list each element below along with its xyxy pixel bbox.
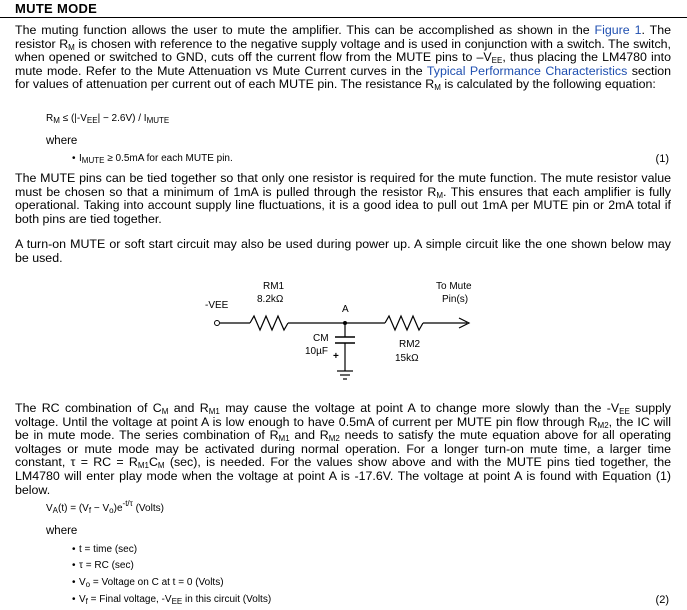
rm1-resistor — [250, 316, 288, 330]
figure-1-link[interactable]: Figure 1 — [594, 23, 642, 37]
p4-sub-h: M — [157, 461, 165, 471]
bullet-dot: • — [72, 594, 76, 605]
bullet-dot: • — [72, 577, 76, 588]
p1-text-f: is calculated by the following equation: — [440, 77, 656, 92]
pins-label: Pin(s) — [442, 294, 469, 305]
p1-sub-c: EE — [491, 56, 503, 66]
section-title: MUTE MODE — [15, 1, 98, 16]
section-header — [0, 0, 687, 18]
p4-sub-d: M2 — [597, 420, 609, 430]
bullet-vo: $V_o$ = Voltage on C at t = 0 (Volts) — [79, 577, 224, 589]
paragraph-rc-combination — [15, 402, 671, 497]
mute-current-condition: $I_{MUTE} \ge 0.5mA$ for each MUTE pin. — [79, 153, 233, 165]
p2-text-a: The MUTE pins can be tied together so that only one resistor is required for the mute function. The mute resistor value must be chosen so that a minimum of 1mA is pulled through the resistor R — [15, 171, 671, 199]
bullet-dot: • — [72, 153, 76, 164]
bullet-dot: • — [72, 560, 76, 571]
p4-sub-c: EE — [619, 407, 630, 416]
paragraph-intro — [15, 24, 671, 92]
p2-sub: M — [436, 190, 443, 200]
p4-text-c: may cause the voltage at point A to change more slowly than the -V — [219, 401, 620, 415]
cm-label: CM — [313, 333, 329, 344]
p1-text-c: is chosen with reference to the negative supply voltage and is used in conjunction with a switch. The switch, when opened or switched to GND, cuts off the current flow from the MUTE pins to –V — [15, 36, 671, 65]
p4-text-b: and R — [168, 401, 209, 415]
rm1-label: RM1 — [263, 281, 285, 292]
to-mute-label: To Mute — [436, 281, 472, 292]
p4-sub-e: M1 — [278, 434, 290, 444]
cap-plus: + — [333, 351, 339, 362]
p1-sub-b: M — [68, 42, 75, 52]
paragraph-soft-start: A turn-on MUTE or soft start circuit may also be used during power up. A simple circuit like the one shown below may be used. — [15, 237, 671, 265]
p4-text-h: C — [148, 455, 158, 470]
bullet-time: t = time (sec) — [79, 544, 138, 555]
where-label-1: where — [46, 135, 78, 147]
p1-text-b: . The resistor R — [15, 23, 671, 51]
p4-sub-a: M — [161, 407, 169, 416]
mute-resistor-equation: $R_M \le (|-V_{EE}| - 2.6V) / I_{MUTE}$ — [46, 113, 170, 125]
rm2-value: 15kΩ — [395, 353, 419, 364]
p4-sub-g: M1 — [137, 461, 149, 471]
equation-number-1: (1) — [655, 153, 669, 165]
bullet-tau: τ = RC (sec) — [79, 560, 134, 571]
p4-text-g: needs to satisfy the mute equation above for all operating voltages or mute mode may be activated during normal operation. For a longer turn-on mute time, a larger time constant, τ = RC = R — [15, 428, 671, 470]
p2-text-b: . This ensures that each amplifier is fully operational. Taking into account supply line fluctuations, it is a good idea to pull out 1mA per MUTE pin or 2mA total if both pins are tied together. — [15, 184, 671, 226]
p4-text-i: (sec), is needed. For the values show above and with the MUTE pins tied together, the LM4780 will enter play mode when the voltage at point A is -17.6V. The voltage at point A is found with Equation (1) below. — [15, 455, 671, 497]
bullet-dot: • — [72, 544, 76, 555]
cm-value: 10µF — [305, 346, 328, 357]
node-a-label: A — [342, 304, 349, 315]
equation-number-2: (2) — [655, 594, 669, 606]
rm2-label: RM2 — [399, 339, 421, 350]
paragraph-mute-pins — [15, 172, 671, 226]
rm1-value: 8.2kΩ — [257, 294, 284, 305]
p4-text-f: and R — [289, 428, 329, 443]
p1-text-a: The muting function allows the user to mute the amplifier. This can be accomplished as shown in the — [15, 23, 595, 37]
p1-text-d: , thus placing the LM4780 into mute mode. Refer to the Mute Attenuation vs Mute Current curves in the — [15, 50, 671, 78]
p4-text-d: supply voltage. Until the voltage at point A is low enough to have 0.5mA of current per MUTE pin flow through R — [15, 401, 671, 429]
p4-text-a: The RC combination of C — [15, 401, 162, 415]
p1-sub-e: M — [434, 83, 441, 93]
voltage-equation: $V_A(t) = (V_f - V_o)e^{-t/\tau}$ (Volts) — [46, 499, 164, 515]
p1-text-e: section for values of attenuation per current out of each MUTE pin. The resistance R — [15, 63, 671, 92]
rm2-resistor — [385, 316, 423, 330]
where-label-2: where — [46, 525, 78, 537]
p4-text-e: , the IC will be in mute mode. The series combination of R — [15, 414, 671, 443]
bullet-vf: $V_f$ = Final voltage, $-V_{EE}$ in this circuit (Volts) — [79, 594, 272, 606]
vee-label: -VEE — [205, 300, 229, 311]
vee-terminal — [215, 321, 220, 326]
p4-sub-f: M2 — [328, 434, 340, 444]
soft-start-circuit-diagram — [195, 275, 495, 395]
typical-performance-link[interactable]: Typical Performance Characteristics — [426, 63, 628, 78]
p4-sub-b: M1 — [208, 407, 220, 416]
